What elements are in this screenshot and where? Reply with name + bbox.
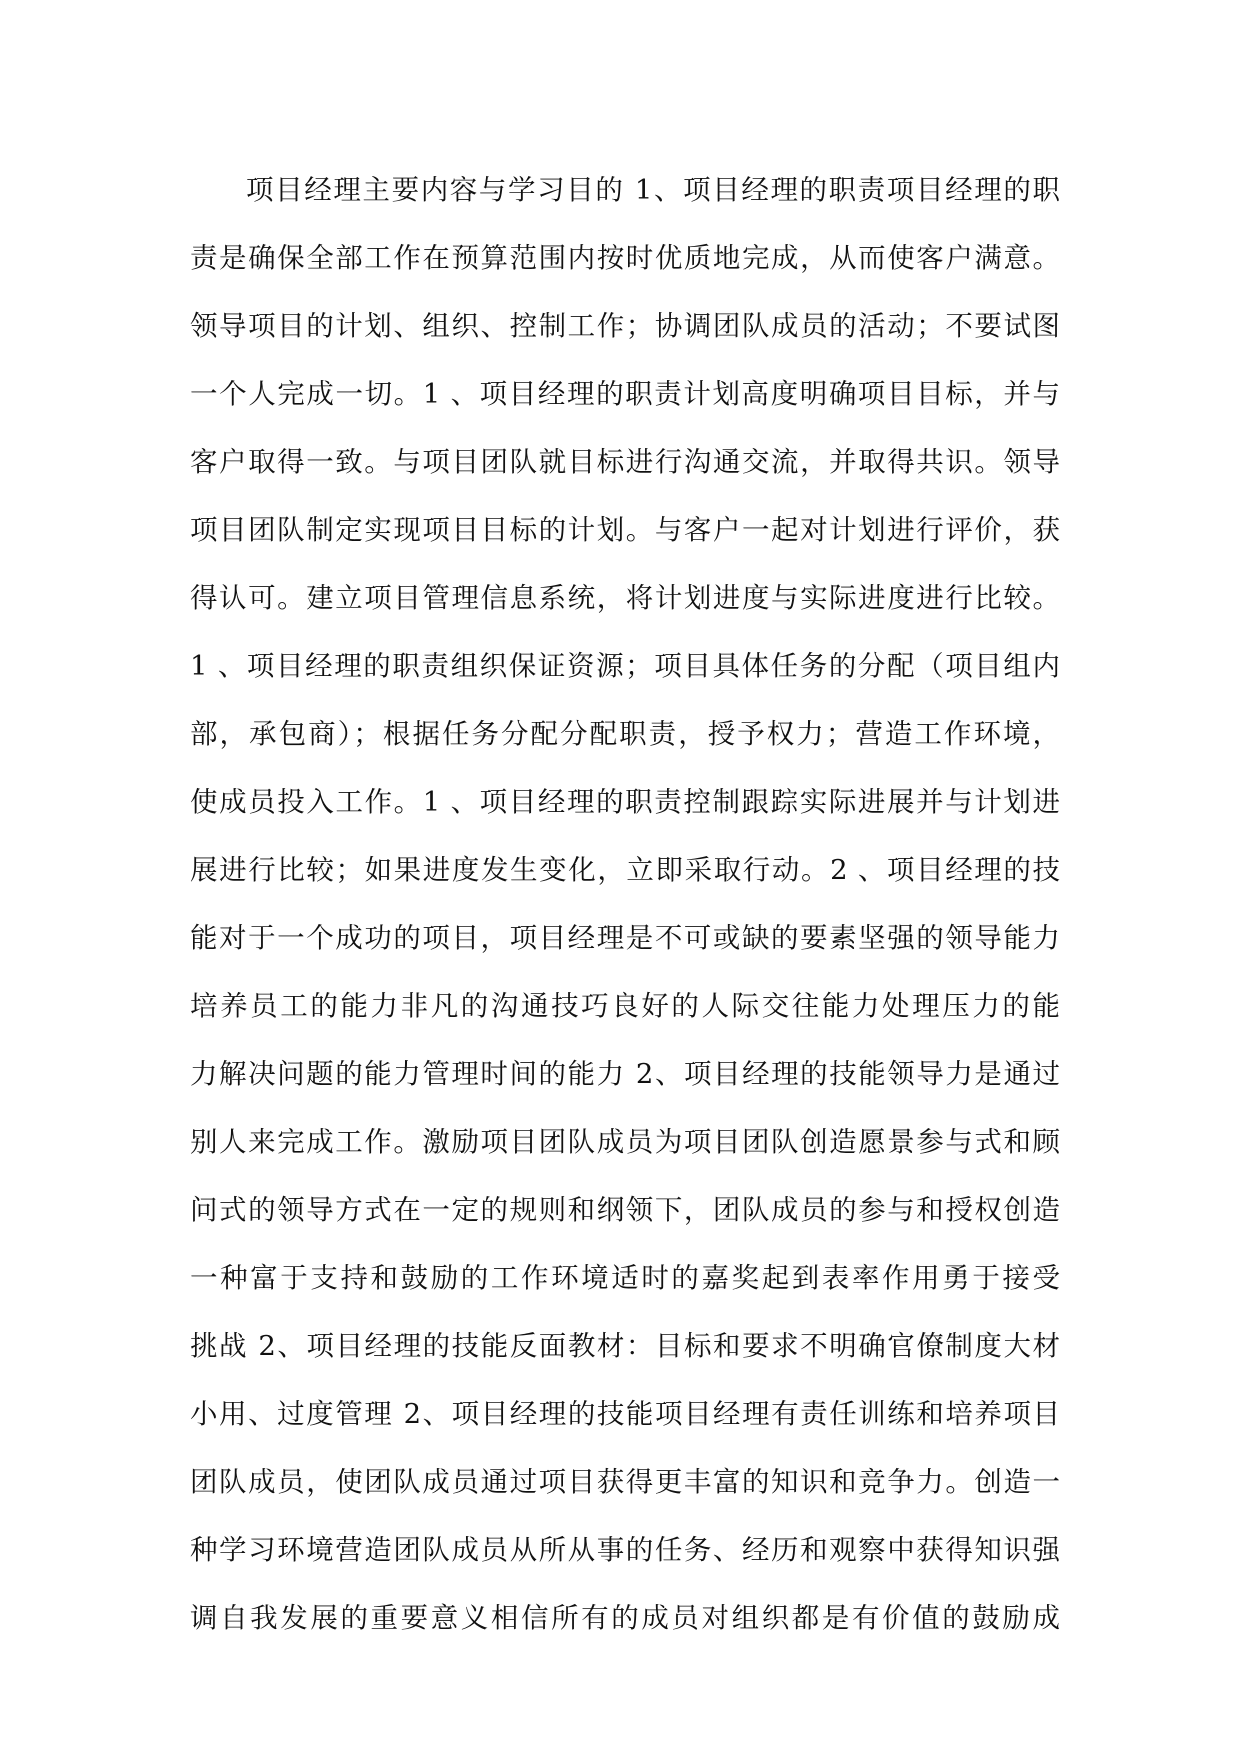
paragraph-line: 部，承包商）；根据任务分配分配职责，授予权力；营造工作环境， xyxy=(190,718,1060,750)
paragraph-line: 领导项目的计划、组织、控制工作；协调团队成员的活动；不要试图 xyxy=(190,310,1060,342)
paragraph-line: 团队成员，使团队成员通过项目获得更丰富的知识和竞争力。创造一 xyxy=(190,1466,1060,1498)
paragraph-line: 种学习环境营造团队成员从所从事的任务、经历和观察中获得知识强 xyxy=(190,1534,1060,1566)
paragraph-line: 1 、项目经理的职责组织保证资源；项目具体任务的分配（项目组内 xyxy=(190,650,1060,682)
paragraph-line: 别人来完成工作。激励项目团队成员为项目团队创造愿景参与式和顾 xyxy=(190,1126,1060,1158)
paragraph-line: 责是确保全部工作在预算范围内按时优质地完成，从而使客户满意。 xyxy=(190,242,1060,274)
paragraph-line: 使成员投入工作。1 、项目经理的职责控制跟踪实际进展并与计划进 xyxy=(190,786,1060,818)
paragraph-line: 一个人完成一切。1 、项目经理的职责计划高度明确项目目标，并与 xyxy=(190,378,1060,410)
paragraph-line: 培养员工的能力非凡的沟通技巧良好的人际交往能力处理压力的能 xyxy=(190,990,1060,1022)
paragraph-line: 项目团队制定实现项目目标的计划。与客户一起对计划进行评价，获 xyxy=(190,514,1060,546)
paragraph-line: 项目经理主要内容与学习目的 1、项目经理的职责项目经理的职 xyxy=(246,174,1060,206)
paragraph-line: 调自我发展的重要意义相信所有的成员对组织都是有价值的鼓励成 xyxy=(190,1602,1060,1634)
body-paragraph xyxy=(190,156,1060,1652)
paragraph-line: 客户取得一致。与项目团队就目标进行沟通交流，并取得共识。领导 xyxy=(190,446,1060,478)
paragraph-line: 得认可。建立项目管理信息系统，将计划进度与实际进度进行比较。 xyxy=(190,582,1060,614)
paragraph-line: 展进行比较；如果进度发生变化，立即采取行动。2 、项目经理的技 xyxy=(190,854,1060,886)
paragraph-line: 能对于一个成功的项目，项目经理是不可或缺的要素坚强的领导能力 xyxy=(190,922,1060,954)
paragraph-line: 小用、过度管理 2、项目经理的技能项目经理有责任训练和培养项目 xyxy=(190,1398,1060,1430)
paragraph-line: 一种富于支持和鼓励的工作环境适时的嘉奖起到表率作用勇于接受 xyxy=(190,1262,1060,1294)
paragraph-line: 力解决问题的能力管理时间的能力 2、项目经理的技能领导力是通过 xyxy=(190,1058,1060,1090)
paragraph-line: 挑战 2、项目经理的技能反面教材：目标和要求不明确官僚制度大材 xyxy=(190,1330,1060,1362)
paragraph-line: 问式的领导方式在一定的规则和纲领下，团队成员的参与和授权创造 xyxy=(190,1194,1060,1226)
